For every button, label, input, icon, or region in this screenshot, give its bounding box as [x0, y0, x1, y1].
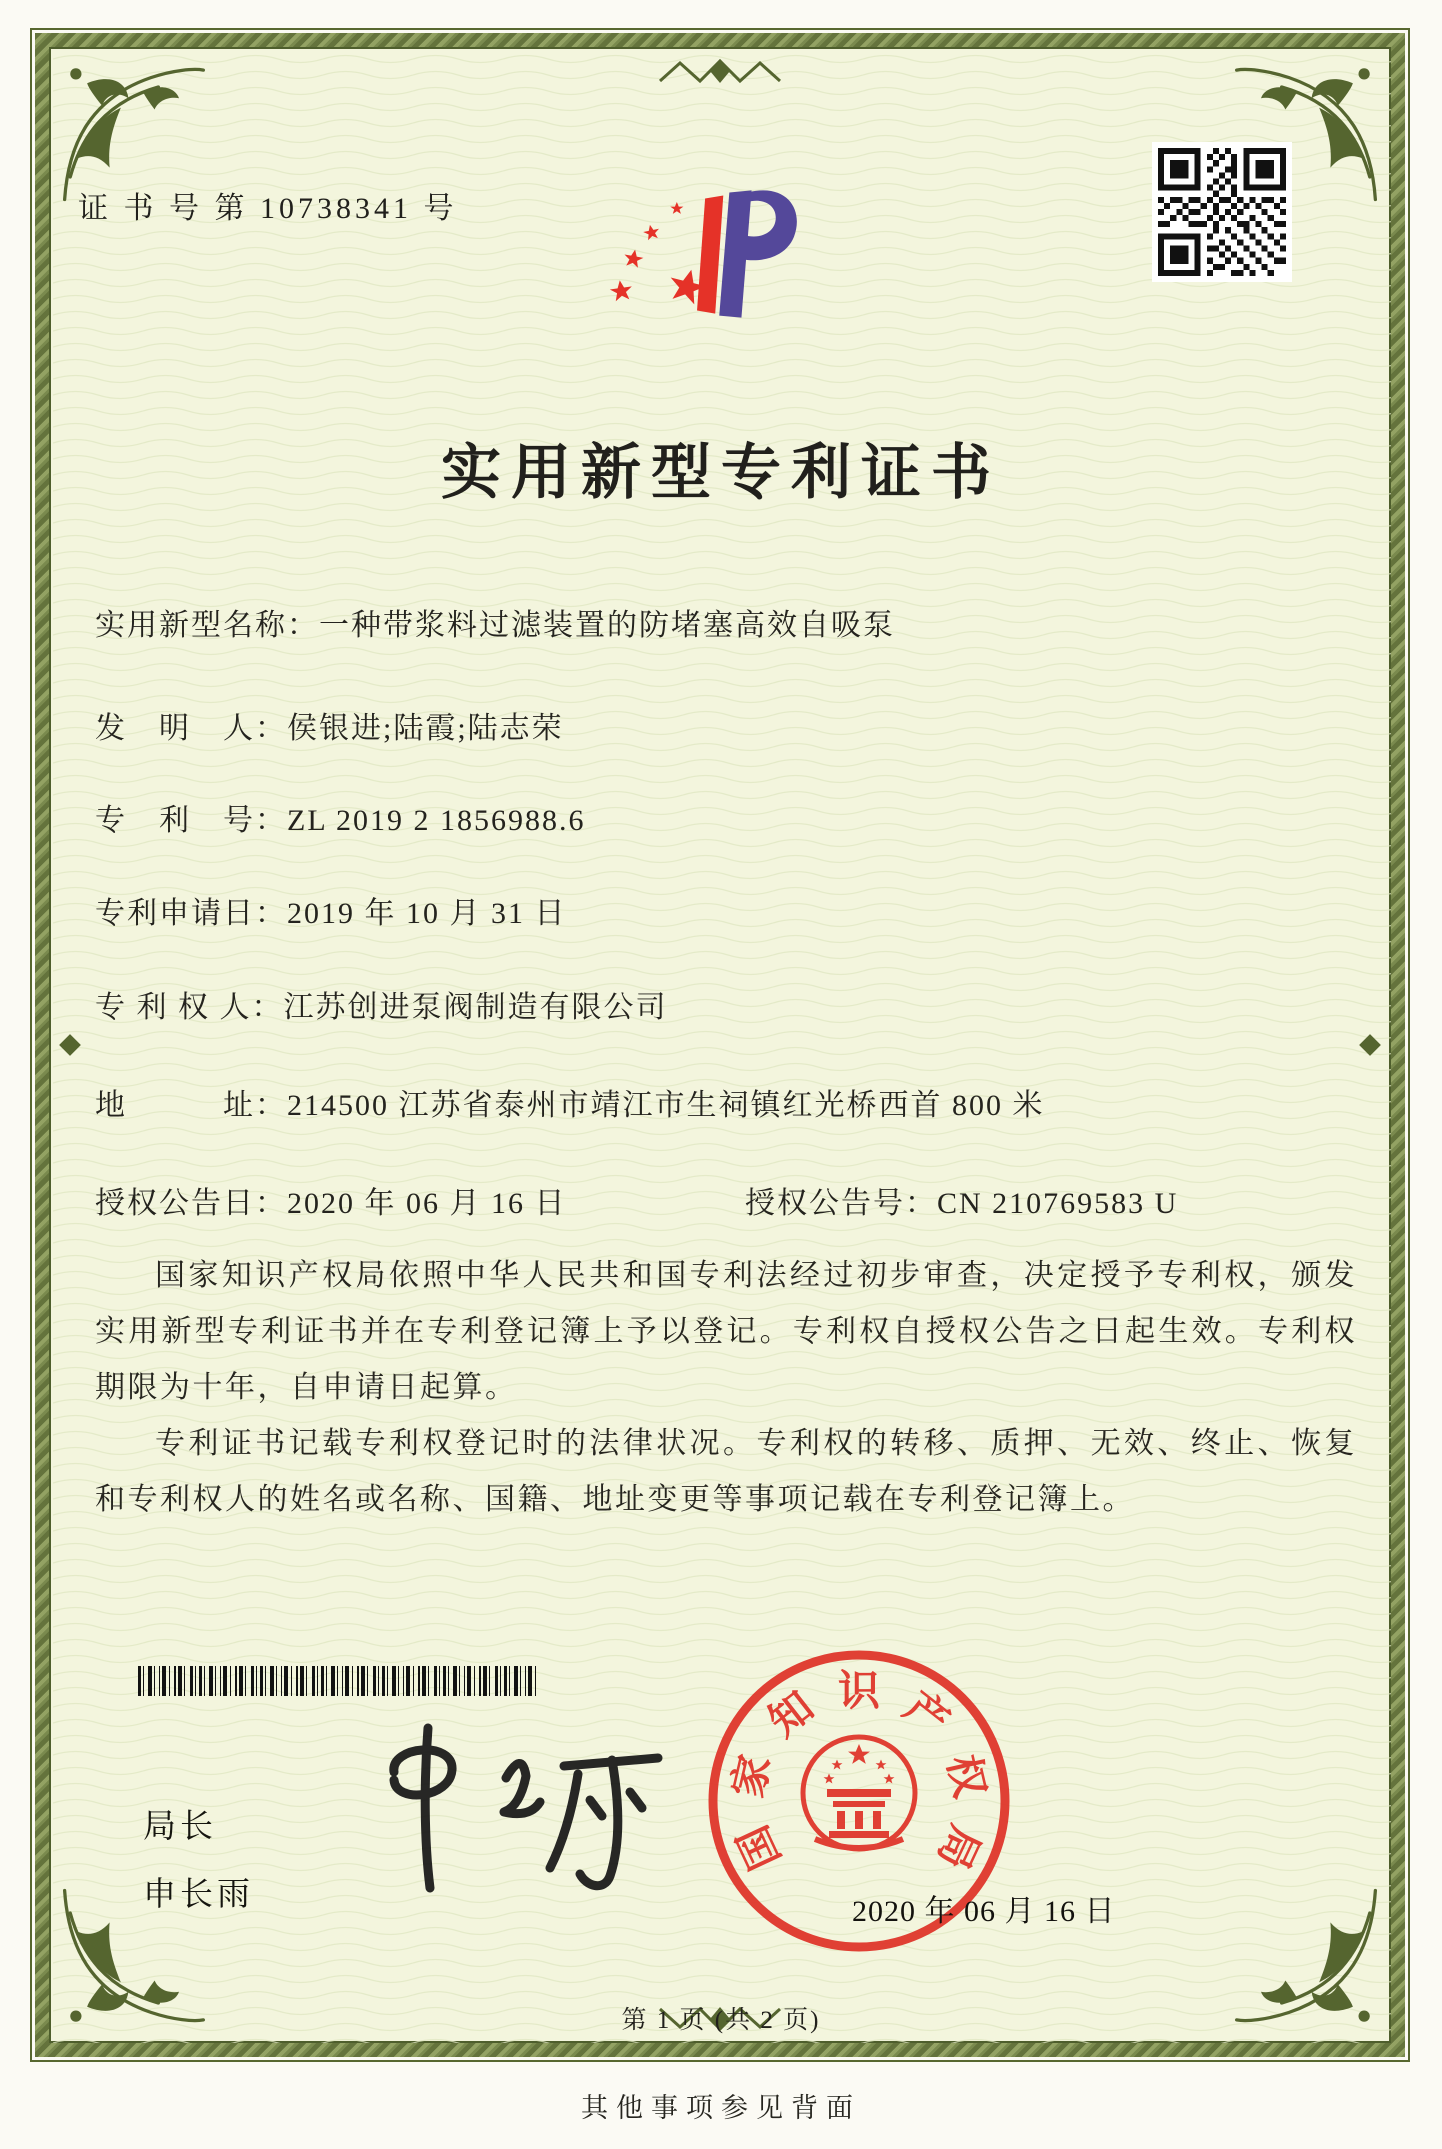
field-value: 江苏创进泵阀制造有限公司 — [283, 991, 668, 1024]
body-paragraph-1: 国家知识产权局依照中华人民共和国专利法经过初步审查，决定授予专利权，颁发实用新型专利证书并在专利登记簿上予以登记。专利权自授权公告之日起生效。专利权期限为十年，自申请日起算。 — [95, 1259, 1357, 1404]
page-number: 第 1 页 (共 2 页) — [621, 2007, 821, 2034]
qr-code — [1152, 142, 1292, 282]
seal-char: 局 — [928, 1818, 988, 1876]
field-patentee — [95, 982, 668, 1026]
field-address — [95, 1080, 1045, 1124]
commissioner-title: 局长 — [143, 1807, 217, 1844]
field-value: ZL 2019 2 1856988.6 — [287, 804, 586, 837]
field-label: 发 明 人： — [95, 712, 287, 745]
seal-date: 2020 年 06 月 16 日 — [852, 1895, 1116, 1928]
commissioner-signature — [350, 1688, 695, 1923]
national-emblem-icon — [803, 1737, 915, 1849]
field-patent-number — [95, 795, 586, 839]
seal-char: 家 — [725, 1750, 780, 1803]
field-label: 专利申请日： — [95, 897, 287, 930]
seal-char: 识 — [837, 1669, 881, 1715]
commissioner-name: 申长雨 — [143, 1875, 254, 1912]
seal-char: 权 — [938, 1750, 993, 1803]
field-label: 专 利 号： — [95, 804, 287, 837]
field-value: 侯银进;陆霞;陆志荣 — [287, 712, 564, 745]
field-value: CN 210769583 U — [937, 1187, 1179, 1220]
field-label: 地 址： — [95, 1089, 287, 1122]
field-value: 2020 年 06 月 16 日 — [287, 1187, 567, 1220]
back-note: 其他事项参见背面 — [581, 2093, 861, 2123]
certificate-title: 实用新型专利证书 — [441, 440, 1001, 506]
field-filing-date — [95, 888, 567, 932]
field-grant-number — [745, 1178, 1178, 1222]
seal-char: 产 — [895, 1684, 957, 1747]
field-utility-model-name — [95, 600, 895, 644]
field-label: 实用新型名称： — [95, 609, 319, 642]
top-crest-icon — [650, 55, 790, 89]
field-value: 214500 江苏省泰州市靖江市生祠镇红光桥西首 800 米 — [287, 1089, 1045, 1122]
seal-char: 知 — [761, 1684, 823, 1747]
field-value: 2019 年 10 月 31 日 — [287, 897, 567, 930]
field-grant-date — [95, 1178, 567, 1222]
certificate-number: 证 书 号 第 10738341 号 — [78, 192, 458, 225]
field-label: 专 利 权 人： — [95, 991, 284, 1024]
body-paragraph-2: 专利证书记载专利权登记时的法律状况。专利权的转移、质押、无效、终止、恢复和专利权人的姓名或名称、国籍、地址变更等事项记载在专利登记簿上。 — [95, 1427, 1357, 1516]
field-inventor — [95, 703, 564, 747]
field-value: 一种带浆料过滤装置的防堵塞高效自吸泵 — [319, 609, 895, 642]
seal-char: 国 — [730, 1818, 790, 1876]
cnipa-logo-icon — [588, 146, 800, 358]
field-label: 授权公告日： — [95, 1187, 287, 1220]
certificate-body — [95, 1248, 1357, 1528]
field-label: 授权公告号： — [745, 1187, 937, 1220]
